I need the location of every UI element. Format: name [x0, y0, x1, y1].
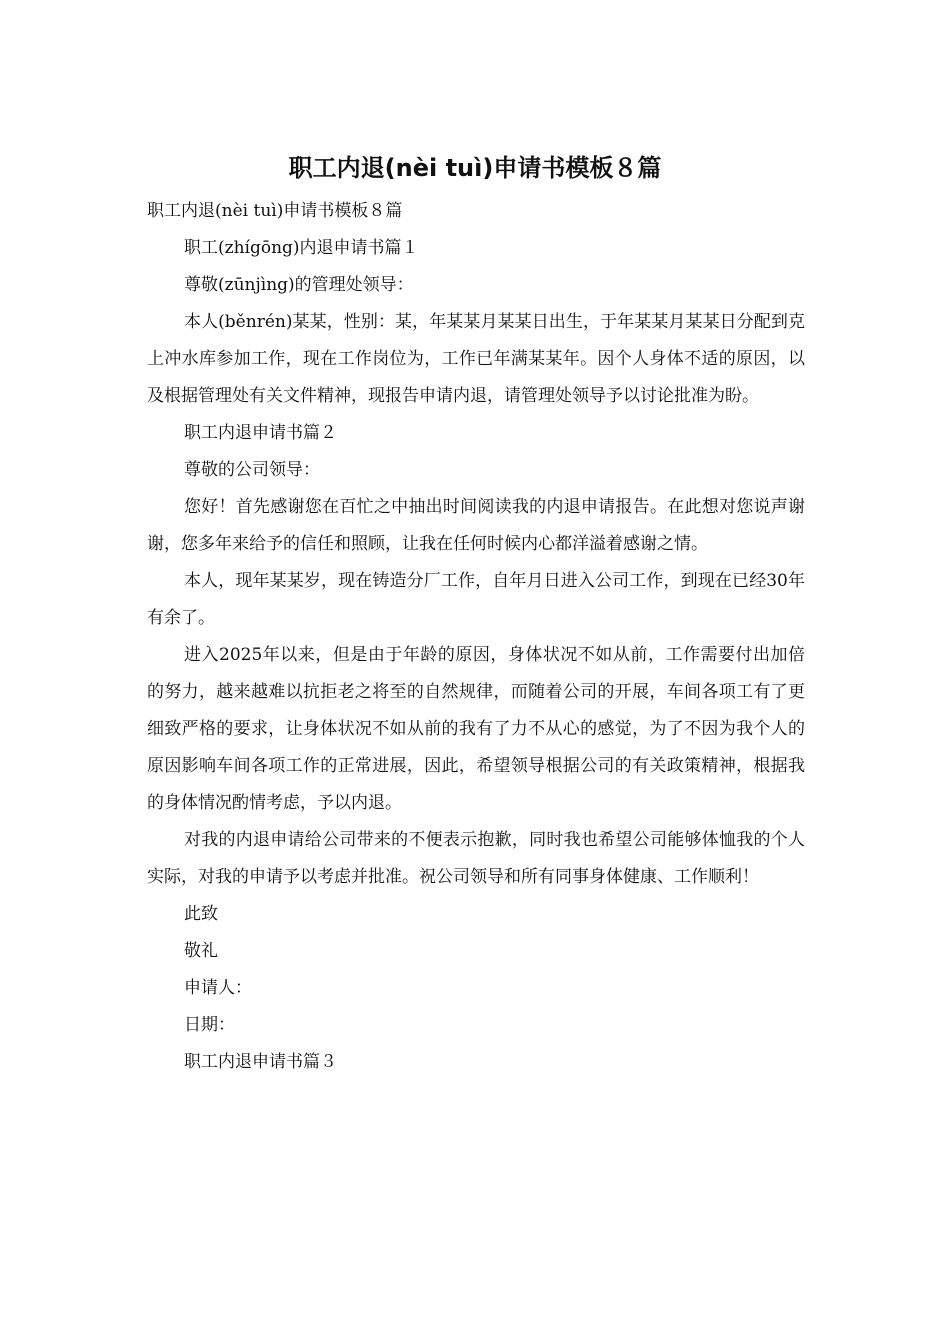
paragraph-2: 您好！首先感谢您在百忙之中抽出时间阅读我的内退申请报告。在此想对您说声谢谢，您多年来给予的信任和照顾，让我在任何时候内心都洋溢着感谢之情。 [147, 497, 805, 554]
salutation-1: 尊敬(zūnjìng)的管理处领导： [184, 275, 414, 295]
paragraph-4: 进入2025年以来，但是由于年龄的原因，身体状况不如从前，工作需要付出加倍的努力，越来越难以抗拒老之将至的自然规律，而随着公司的开展，车间各项工有了更细致严格的要求，让身体状况不如从前的我有了力不从心的感觉，为了不因为我个人的原因影响车间各项工作的正常进展，因此，希望领导根据公司的有关政策精神，根据我的身体情况酌情考虑，予以内退。 [147, 645, 805, 813]
section-heading-1: 职工(zhígōng)内退申请书篇１ [184, 238, 419, 258]
paragraph-5: 对我的内退申请给公司带来的不便表示抱歉，同时我也希望公司能够体恤我的个人实际，对我的申请予以考虑并批准。祝公司领导和所有同事身体健康、工作顺利！ [147, 830, 805, 887]
section-heading-3: 职工内退申请书篇３ [184, 1052, 337, 1072]
date-label: 日期： [184, 1015, 235, 1035]
document-body [147, 193, 805, 1081]
paragraph-1: 本人(běnrén)某某，性别：某，年某某月某某日出生，于年某某月某某日分配到克上冲水库参加工作，现在工作岗位为，工作已年满某某年。因个人身体不适的原因，以及根据管理处有关文件精神，现报告申请内退，请管理处领导予以讨论批准为盼。 [147, 312, 805, 406]
document-title: 职工内退(nèi tuì)申请书模板８篇 [288, 154, 662, 182]
section-heading-2: 职工内退申请书篇２ [184, 423, 337, 443]
salutation-2: 尊敬的公司领导： [184, 460, 320, 480]
subtitle-line: 职工内退(nèi tuì)申请书模板８篇 [147, 201, 403, 221]
closing-line-2: 敬礼 [184, 941, 218, 961]
paragraph-3: 本人，现年某某岁，现在铸造分厂工作，自年月日进入公司工作，到现在已经30年有余了。 [147, 571, 805, 628]
closing-line-1: 此致 [184, 904, 218, 924]
applicant-label: 申请人： [184, 978, 252, 998]
